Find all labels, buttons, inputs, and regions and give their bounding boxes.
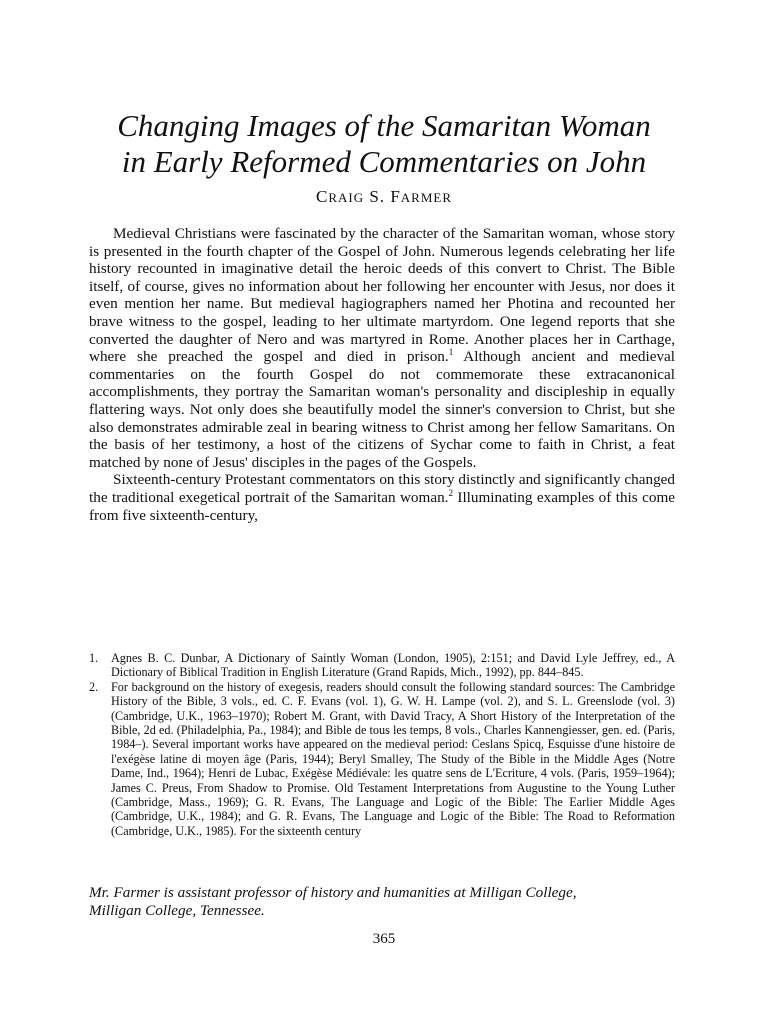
author-affiliation bbox=[89, 884, 679, 920]
author-first-rest: RAIG bbox=[328, 190, 365, 205]
affiliation-line-2: Milligan College, Tennessee. bbox=[89, 902, 265, 919]
paragraph bbox=[89, 225, 675, 471]
article-title-line-1: Changing Images of the Samaritan Woman bbox=[117, 108, 651, 143]
footnote-text: For background on the history of exegesis, readers should consult the following standard sources: The Cambridge History of the Bible, 3 vols., ed. C. F. Evans (vol. 1), G. W. H. Lampe (vol. 2), and S. L. Greenslode (vol. 3) (Cambridge, U.K., 1963–1970); Robert M. Grant, with David Tracy, A Short History of the Interpretation of the Bible, 2d ed. (Philadelphia, Pa., 1984); and Bible de tous les temps, 8 vols., Charles Kannengiesser, gen. ed. (Paris, 1984–). Several important works have appeared on the medieval period: Ceslans Spicq, Esquisse d'une histoire de l'exégèse latine di moyen âge (Paris, 1944); Beryl Smalley, The Study of the Bible in the Middle Ages (Notre Dame, Ind., 1964); Henri de Lubac, Exégèse Médiévale: les quatre sens de L'Ecriture, 4 vols. (Paris, 1959–1964); James C. Preus, From Shadow to Promise. Old Testament Interpretations from Augustine to the Young Luther (Cambridge, Mass., 1969); G. R. Evans, The Language and Logic of the Bible: The Earlier Middle Ages (Cambridge, U.K., 1984); and G. R. Evans, The Language and Logic of the Bible: The Road to Reformation (Cambridge, U.K., 1985). For the sixteenth century bbox=[111, 679, 675, 838]
body-text bbox=[89, 225, 675, 524]
page-number: 365 bbox=[372, 931, 396, 947]
author-last-rest: ARMER bbox=[400, 190, 453, 205]
footnote-reference: 1 bbox=[448, 347, 454, 358]
paragraph-text: Medieval Christians were fascinated by the character of the Samaritan woman, whose story is presented in the fourth chapter of the Gospel of John. Numerous legends celebrating her life history recounted in imaginative detail the heroic deeds of this convert to Christ. The Bible itself, of course, gives no information about her following her encounter with Jesus, nor does it even mention her name. But medieval hagiographers named her Photina and recounted her brave witness to the gospel, leading to her ultimate martyrdom. One legend reports that she converted the daughter of Nero and was martyred in Rome. Another places her in Carthage, where she preached the gospel and died in prison. bbox=[89, 225, 675, 366]
author-first-initial: C bbox=[315, 187, 329, 206]
footnote-text: Agnes B. C. Dunbar, A Dictionary of Saintly Woman (London, 1905), 2:151; and David Lyle Jeffrey, ed., A Dictionary of Biblical Tradition in English Literature (Grand Rapids, Mich., 1992), pp. 844–845. bbox=[111, 651, 675, 680]
paragraph-text: Sixteenth-century Protestant commentators on this story distinctly and significantly changed the traditional exegetical portrait of the Samaritan woman. bbox=[89, 471, 675, 506]
footnote-number: 2. bbox=[89, 679, 99, 694]
author-last-initial: F bbox=[390, 187, 401, 206]
article-title bbox=[60, 108, 708, 180]
paragraph bbox=[89, 471, 675, 524]
footnote bbox=[89, 680, 675, 838]
footnote-number: 1. bbox=[89, 651, 99, 665]
author-middle-initial: S. bbox=[369, 187, 386, 206]
paragraph-text: Illuminating examples of this come from five sixteenth-century, bbox=[89, 488, 675, 524]
article-author bbox=[0, 187, 768, 207]
footnotes bbox=[89, 651, 675, 838]
affiliation-line-1: Mr. Farmer is assistant professor of history and humanities at Milligan College, bbox=[89, 884, 577, 901]
article-title-line-2: in Early Reformed Commentaries on John bbox=[121, 144, 647, 179]
footnote-reference: 2 bbox=[448, 487, 453, 498]
paragraph-text: Although ancient and medieval commentaries on the fourth Gospel do not commemorate these extracanonical accomplishments, they portray the Samaritan woman's personality and discipleship in equally flattering ways. Not only does she beautifully model the sinner's conversion to Christ, but she also demonstrates admirable zeal in bearing witness to Christ among her fellow Samaritans. On the basis of her testimony, a host of the citizens of Sychar come to faith in Christ, a feat matched by none of Jesus' disciples in the pages of the Gospels. bbox=[89, 348, 675, 471]
footnote bbox=[89, 651, 675, 680]
